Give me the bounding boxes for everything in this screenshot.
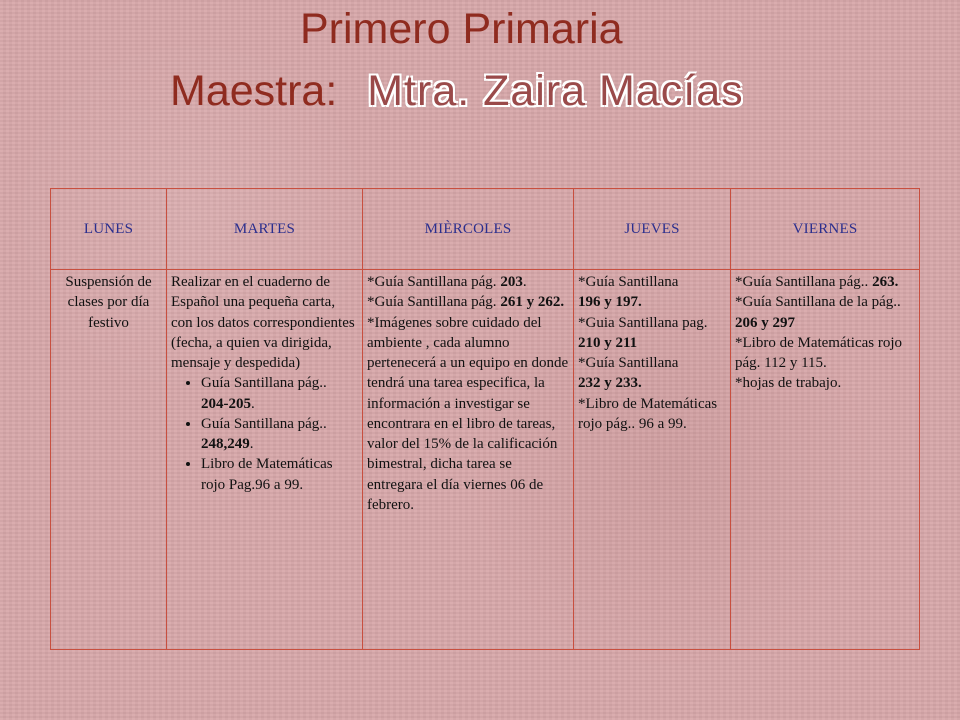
table-row xyxy=(51,270,920,650)
column-header: VIERNES xyxy=(731,189,920,270)
miercoles-line-2: *Guía Santillana pág. 261 y 262. xyxy=(367,294,565,311)
viernes-line-1: *Guía Santillana pág.. 263. xyxy=(735,274,899,290)
martes-intro: Realizar en el cuaderno de Español una pequeña carta, con los datos correspondientes (fecha, a quien va dirigida, mensaje y despedida) xyxy=(171,274,355,371)
miercoles-line-1: *Guía Santillana pág. 203. xyxy=(367,274,527,290)
jueves-line-4: *Libro de Matemáticas rojo pág.. 96 a 99. xyxy=(578,395,718,432)
teacher-line xyxy=(170,67,744,115)
jueves-cell xyxy=(574,270,731,650)
miercoles-cell xyxy=(363,270,574,650)
column-header: JUEVES xyxy=(574,189,731,270)
miercoles-line-3: *Imágenes sobre cuidado del ambiente , cada alumno pertenecerá a un equipo en donde tendrá una tarea especifica, la información a investigar se encontrara en el libro de tareas, valor del 15% de la calificación bimestral, dicha tarea se entregara el día viernes 06 de febrero. xyxy=(367,314,569,513)
teacher-name: Mtra. Zaira Macías xyxy=(367,67,744,115)
jueves-line-1-bold: 196 y 197. xyxy=(578,294,642,311)
viernes-cell xyxy=(731,270,920,650)
weekly-schedule-table xyxy=(50,188,920,650)
lunes-cell xyxy=(51,270,167,650)
list-item: • Guía Santillana pág.. 248,249. xyxy=(201,414,358,455)
viernes-line-3: *Libro de Matemáticas rojo pág. 112 y 115. xyxy=(735,334,903,371)
teacher-label: Maestra: xyxy=(170,67,338,115)
jueves-line-3: *Guía Santillana xyxy=(578,355,679,371)
martes-bullet-list xyxy=(171,373,358,495)
martes-cell xyxy=(167,270,363,650)
column-header: MARTES xyxy=(167,189,363,270)
column-header: MIÈRCOLES xyxy=(363,189,574,270)
column-header: LUNES xyxy=(51,189,167,270)
jueves-line-2: *Guia Santillana pag. 210 y 211 xyxy=(578,314,708,351)
page-title: Primero Primaria xyxy=(300,5,623,53)
jueves-line-3-bold: 232 y 233. xyxy=(578,375,642,392)
viernes-line-2: *Guía Santillana de la pág.. 206 y 297 xyxy=(735,294,901,331)
lunes-text: Suspensión de clases por día festivo xyxy=(65,274,152,331)
list-item: • Libro de Matemáticas rojo Pag.96 a 99. xyxy=(201,454,358,495)
viernes-line-4: *hojas de trabajo. xyxy=(735,375,842,392)
title-area xyxy=(0,0,960,140)
jueves-line-1: *Guía Santillana xyxy=(578,274,679,290)
table-header-row xyxy=(51,189,920,270)
list-item: • Guía Santillana pág.. 204-205. xyxy=(201,373,358,414)
